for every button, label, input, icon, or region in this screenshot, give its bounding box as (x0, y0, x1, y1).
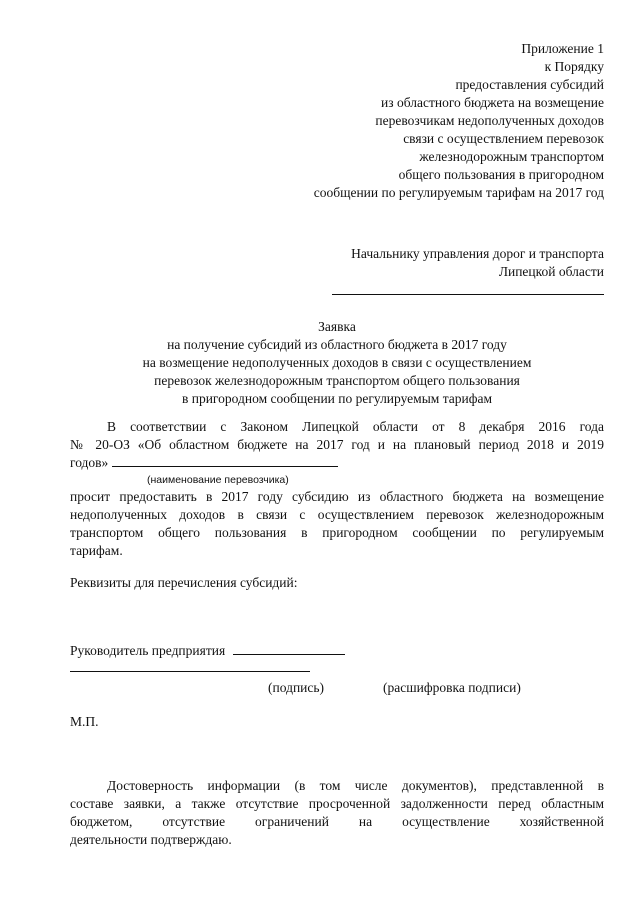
body-line-3 (70, 454, 338, 472)
appendix-line: железнодорожным транспортом (419, 149, 604, 164)
body-para-line: недополученных доходов в связи с осуществлением перевозок железнодорожным (70, 507, 604, 522)
title-heading: Заявка (318, 319, 356, 334)
appendix-line: связи с осуществлением перевозок (403, 131, 604, 146)
carrier-caption: (наименование перевозчика) (147, 474, 289, 486)
body-line-1 (107, 418, 604, 436)
body-para-line: просит предоставить в 2017 году субсидию из областного бюджета на возмещение (70, 489, 604, 504)
signature-underline (70, 671, 310, 672)
appendix-block (224, 40, 604, 202)
confirmation-text: Достоверность информации (в том числе документов), представленной в (107, 778, 604, 793)
title-line: перевозок железнодорожным транспортом общего пользования (154, 373, 520, 388)
title-line: в пригородном сообщении по регулируемым тарифам (181, 391, 493, 406)
body-para-line: тарифам. (70, 543, 123, 558)
confirmation-line (70, 777, 604, 795)
title-line: на получение субсидий из областного бюджета в 2017 году (167, 337, 507, 352)
head-name-field[interactable] (233, 642, 345, 655)
body-para-line: транспортом общего пользования в пригородном сообщении по регулируемым (70, 525, 604, 540)
sign-caption: (подпись) (268, 680, 325, 695)
confirmation-line: бюджетом, отсутствие ограничений на осуществление хозяйственной (70, 814, 604, 829)
appendix-line: из областного бюджета на возмещение (381, 95, 604, 110)
addressee-block (224, 245, 604, 281)
addressee-line: Начальнику управления дорог и транспорта (351, 246, 604, 261)
appendix-line: к Порядку (544, 59, 604, 74)
confirmation-paragraph (70, 777, 604, 849)
title-block (70, 318, 604, 408)
appendix-line: общего пользования в пригородном (398, 167, 604, 182)
confirmation-line: деятельности подтверждаю. (70, 832, 232, 847)
decode-caption: (расшифровка подписи) (383, 680, 521, 695)
stamp-label: М.П. (70, 714, 99, 729)
body-line-2 (70, 436, 604, 454)
body-text: № 20-ОЗ «Об областном бюджете на 2017 год и на плановый период 2018 и 2019 (70, 437, 604, 452)
appendix-line: предоставления субсидий (455, 77, 604, 92)
body-paragraph (70, 488, 604, 560)
confirmation-line: составе заявки, а также отсутствие просроченной задолженности перед областным (70, 796, 604, 811)
addressee-line: Липецкой области (498, 264, 604, 279)
addressee-underline (332, 294, 604, 295)
appendix-line: перевозчикам недополученных доходов (375, 113, 604, 128)
title-line: на возмещение недополученных доходов в связи с осуществлением (142, 355, 532, 370)
carrier-name-field[interactable] (112, 454, 338, 467)
head-label: Руководитель предприятия (70, 643, 226, 658)
head-signature-row (70, 642, 345, 660)
requisites-label: Реквизиты для перечисления субсидий: (70, 575, 298, 590)
body-text: В соответствии с Законом Липецкой области от 8 декабря 2016 года (107, 419, 604, 434)
body-text: годов» (70, 455, 109, 470)
appendix-line: сообщении по регулируемым тарифам на 2017 год (313, 185, 604, 200)
appendix-line: Приложение 1 (521, 41, 604, 56)
